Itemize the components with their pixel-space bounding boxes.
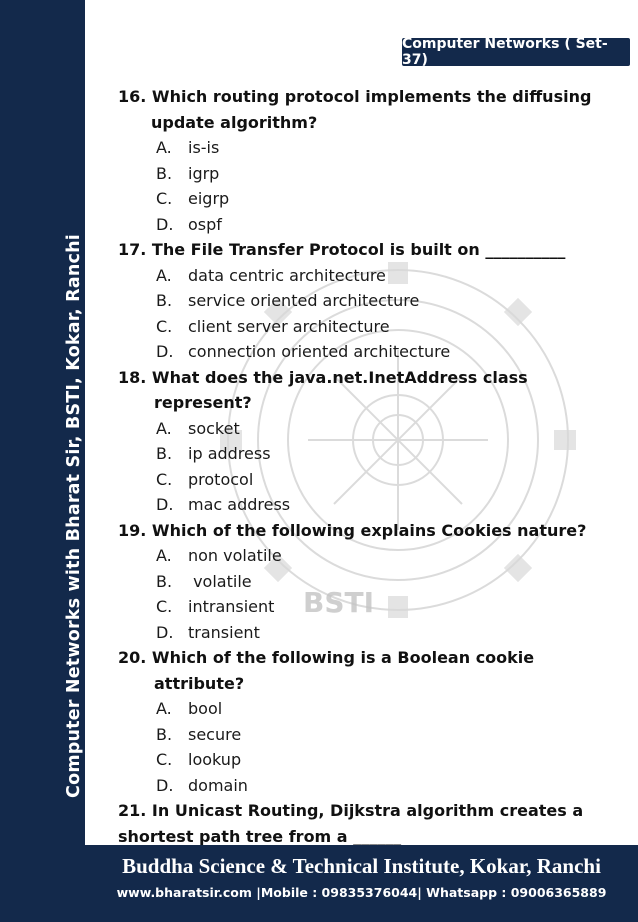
question-block — [118, 237, 618, 365]
option-list — [118, 135, 618, 237]
question-block — [118, 518, 618, 646]
question-number: 20. — [118, 648, 147, 667]
question-text: Which routing protocol implements the diffusing — [151, 87, 592, 106]
option-c: C. client server architecture — [156, 316, 390, 336]
watermark-text: BSTI — [303, 586, 375, 619]
option-b: B. volatile — [156, 571, 252, 591]
question-block — [118, 645, 618, 798]
question-number: 17. — [118, 240, 147, 259]
option-d: D. domain — [156, 775, 248, 795]
option-c: C. eigrp — [156, 189, 230, 208]
option-b: B. service oriented architecture — [156, 291, 420, 310]
option-list — [118, 416, 618, 518]
question-text: Which of the following is a Boolean cookie — [151, 648, 535, 667]
question-18 — [118, 365, 618, 391]
question-text: The File Transfer Protocol is built on __________ — [151, 240, 566, 259]
option-a: A. is-is — [156, 138, 220, 157]
option-d: D. mac address — [156, 495, 291, 514]
question-17 — [118, 237, 618, 263]
option-list — [118, 263, 618, 365]
question-continuation: attribute? — [154, 673, 245, 693]
contact-line: www.bharatsir.com |Mobile : 09835376044| Whatsapp : 09006365889 — [116, 885, 607, 900]
question-continuation: shortest path tree from a ______ — [118, 826, 402, 846]
question-number: 18. — [118, 367, 147, 387]
sidebar-vertical-title: Computer Networks with Bharat Sir, BSTI, Kokar, Ranchi — [64, 234, 84, 798]
option-c: C. protocol — [156, 469, 254, 489]
option-b: B. ip address — [156, 444, 271, 463]
option-b: B. secure — [156, 724, 242, 744]
question-text: In Unicast Routing, Dijkstra algorithm creates a — [151, 801, 584, 820]
option-d: D. ospf — [156, 214, 222, 234]
option-a: A. socket — [156, 418, 240, 438]
question-number: 16. — [118, 87, 147, 106]
set-title-badge: Computer Networks ( Set-37) — [402, 38, 630, 66]
option-list — [118, 696, 618, 798]
question-21 — [118, 798, 618, 824]
question-number: 19. — [118, 520, 147, 540]
question-block — [118, 84, 618, 237]
question-16 — [118, 84, 618, 110]
option-d: D. connection oriented architecture — [156, 342, 451, 361]
institute-name: Buddha Science & Technical Institute, Kokar, Ranchi — [122, 854, 601, 878]
footer-banner — [85, 845, 638, 922]
option-a: A. bool — [156, 699, 223, 718]
option-b: B. igrp — [156, 163, 220, 183]
question-block — [118, 798, 618, 849]
question-20 — [118, 645, 618, 671]
question-text: What does the java.net.InetAddress class — [151, 367, 528, 387]
option-a: A. non volatile — [156, 546, 282, 565]
option-d: D. transient — [156, 622, 260, 642]
question-block — [118, 365, 618, 518]
option-c: C. lookup — [156, 750, 242, 769]
question-number: 21. — [118, 801, 147, 820]
sidebar — [0, 0, 85, 922]
question-continuation: represent? — [154, 393, 252, 412]
question-19 — [118, 518, 618, 544]
option-list — [118, 543, 618, 645]
question-list — [118, 84, 618, 849]
option-c: C. intransient — [156, 597, 275, 616]
question-continuation: update algorithm? — [151, 112, 318, 132]
question-text: Which of the following explains Cookies nature? — [151, 520, 587, 540]
option-a: A. data centric architecture — [156, 265, 386, 285]
